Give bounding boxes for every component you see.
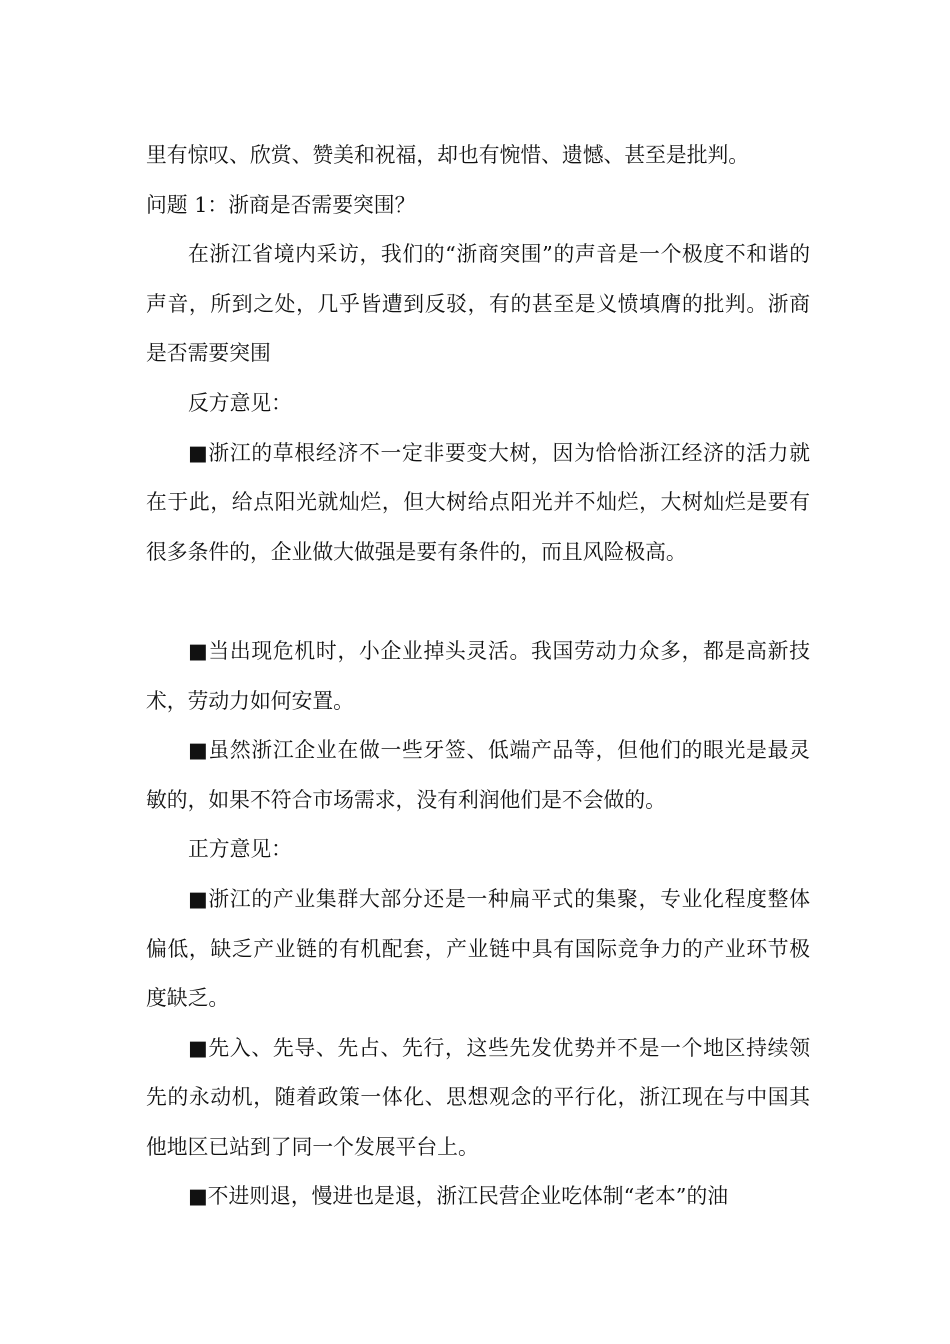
opposing-views-heading: 反方意见： (188, 390, 292, 415)
supporting-views-heading: 正方意见： (188, 837, 292, 862)
blank-line (146, 577, 810, 627)
opposing-point-3: ■虽然浙江企业在做一些牙签、低端产品等，但他们的眼光是最灵敏的，如果不符合市场需求，没有利润他们是不会做的。 (146, 738, 810, 812)
supporting-point-3: ■不进则退，慢进也是退，浙江民营企业吃体制“老本”的油 (188, 1184, 729, 1209)
question-heading: 问题 1：浙商是否需要突围？ (146, 192, 416, 217)
opposing-point-1: ■浙江的草根经济不一定非要变大树，因为恰恰浙江经济的活力就在于此，给点阳光就灿烂，但大树给点阳光并不灿烂，大树灿烂是要有很多条件的，企业做大做强是要有条件的，而且风险极高。 (146, 440, 810, 564)
paragraph-intro: 在浙江省境内采访，我们的“浙商突围”的声音是一个极度不和谐的声音，所到之处，几乎皆遭到反驳，有的甚至是义愤填膺的批判。浙商是否需要突围 (146, 242, 810, 366)
supporting-point-2: ■先入、先导、先占、先行，这些先发优势并不是一个地区持续领先的永动机，随着政策一体化、思想观念的平行化，浙江现在与中国其他地区已站到了同一个发展平台上。 (146, 1035, 810, 1159)
opposing-point-2: ■当出现危机时，小企业掉头灵活。我国劳动力众多，都是高新技术，劳动力如何安置。 (146, 638, 810, 713)
paragraph-continuation: 里有惊叹、欣赏、赞美和祝福，却也有惋惜、遗憾、甚至是批判。 (146, 143, 750, 167)
document-body (146, 131, 810, 1222)
supporting-point-1: ■浙江的产业集群大部分还是一种扁平式的集聚，专业化程度整体偏低，缺乏产业链的有机配套，产业链中具有国际竞争力的产业环节极度缺乏。 (146, 886, 810, 1011)
